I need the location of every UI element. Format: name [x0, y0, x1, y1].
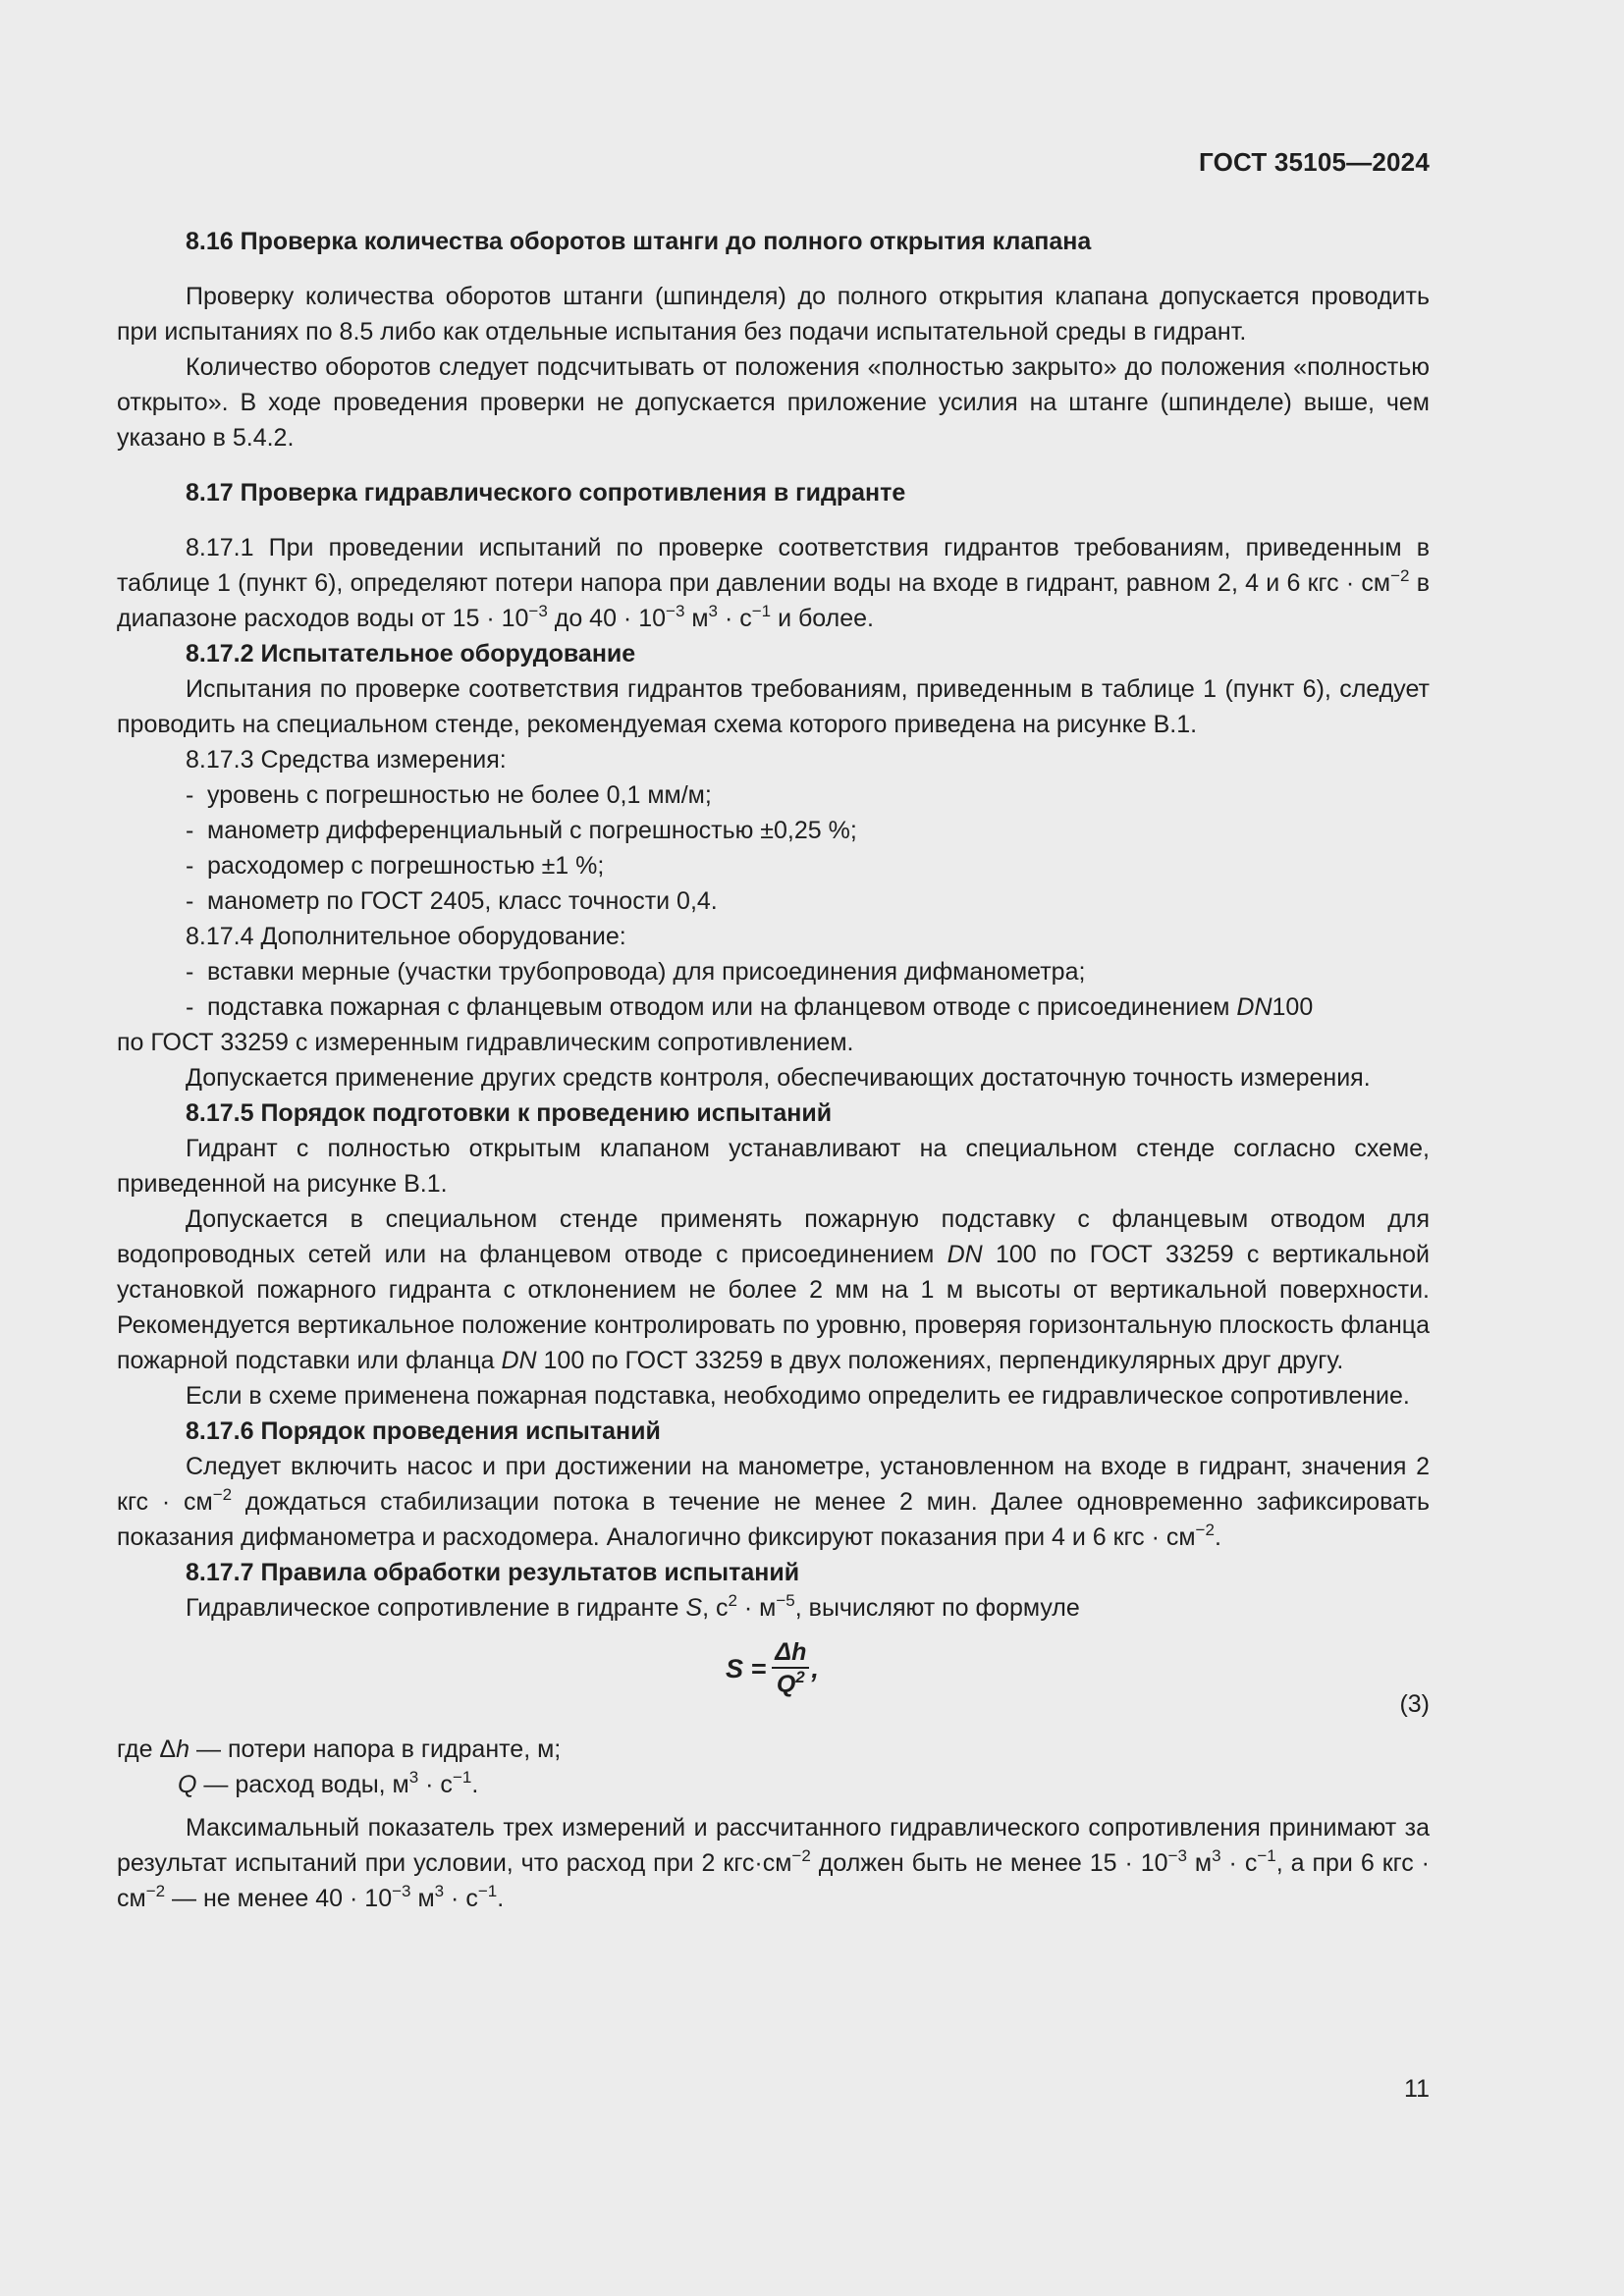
text: · с: [444, 1885, 478, 1912]
formula-denominator: [777, 1669, 805, 1700]
subsection-title-8-17-3: 8.17.3 Средства измерения:: [186, 746, 507, 774]
paragraph: [117, 1449, 1430, 1555]
text: , а при 6 кгс · см: [117, 1849, 1431, 1912]
dn-symbol: DN: [947, 1241, 983, 1268]
text: .: [497, 1885, 505, 1912]
text: Максимальный показатель трех измерений и рассчитанного гидравлического сопротивления принимают за результат испытаний при условии, что расход при 2 кгс·см: [117, 1814, 1430, 1877]
list-item-text: расходомер с погрешностью ±1 %;: [207, 852, 605, 880]
list-item-text: уровень с погрешностью не более 0,1 мм/м;: [207, 781, 712, 809]
section-title-8-17: 8.17 Проверка гидравлического сопротивления в гидранте: [186, 479, 906, 507]
list-dash: -: [186, 817, 194, 844]
text: — не менее 40 · 10: [165, 1885, 393, 1912]
subsection-title-8-17-7: 8.17.7 Правила обработки результатов испытаний: [186, 1559, 800, 1586]
superscript: −1: [751, 602, 772, 620]
list-dash: -: [186, 993, 194, 1021]
text: м: [1186, 1849, 1213, 1877]
text: и более.: [771, 605, 874, 632]
subsection-title-8-17-2: 8.17.2 Испытательное оборудование: [186, 640, 636, 667]
list-dash: -: [186, 781, 194, 809]
document-code: ГОСТ 35105—2024: [1199, 147, 1430, 177]
symbol-s: S: [685, 1594, 703, 1622]
paragraph: Допускается применение других средств контроля, обеспечивающих достаточную точность измерения.: [186, 1064, 1371, 1092]
paragraph: Проверку количества оборотов штанги (шпинделя) до полного открытия клапана допускается проводить при испытаниях по 8.5 либо как отдельные испытания без подачи испытательной среды в гидрант.: [117, 283, 1430, 346]
text: Гидравлическое сопротивление в гидранте: [186, 1594, 686, 1622]
list-item: [117, 848, 1430, 883]
list-item: [117, 954, 1430, 989]
text: в диапазоне расходов воды от 15 · 10: [117, 569, 1430, 632]
text: м: [684, 605, 709, 632]
superscript: 3: [708, 602, 719, 620]
text: , с: [702, 1594, 729, 1622]
paragraph-8-17-1: [117, 530, 1430, 636]
superscript: −3: [392, 1882, 411, 1900]
list-item: [117, 813, 1430, 848]
subsection-title-8-17-5: 8.17.5 Порядок подготовки к проведению испытаний: [186, 1099, 833, 1127]
text: · с: [718, 605, 752, 632]
superscript: −1: [452, 1768, 472, 1787]
formula: [726, 1637, 819, 1700]
section-title-8-16: 8.16 Проверка количества оборотов штанги до полного открытия клапана: [186, 228, 1092, 255]
text: · м: [736, 1594, 777, 1622]
text: 8.17.1 При проведении испытаний по проверке соответствия гидрантов требованиям, приведенным в таблице 1 (пункт 6), определяют потери напора при давлении воды на входе в гидрант, равном 2, 4 и 6 кгс · см: [117, 534, 1430, 597]
superscript: 2: [728, 1591, 737, 1610]
list-dash: -: [186, 958, 194, 986]
superscript: 2: [795, 1668, 805, 1686]
text: .: [1214, 1523, 1221, 1551]
superscript: −2: [1195, 1521, 1215, 1539]
text: Допускается в специальном стенде применять пожарную подставку с фланцевым отводом для водопроводных сетей или на фланцевом отводе с присоединением: [117, 1205, 1430, 1268]
where-line-1: [117, 1732, 1430, 1767]
paragraph: Количество оборотов следует подсчитывать от положения «полностью закрыто» до положения «полностью открыто». В ходе проведения проверки не допускается приложение усилия на штанге (шпинделе) выше, чем указано в 5.4.2.: [117, 353, 1430, 452]
superscript: −2: [145, 1882, 166, 1900]
text: · с: [418, 1771, 453, 1798]
subsection-title-8-17-4: 8.17.4 Дополнительное оборудование:: [186, 923, 626, 950]
dn-symbol: DN: [1236, 993, 1272, 1021]
dn-symbol: DN: [501, 1347, 537, 1374]
list-item: [117, 883, 1430, 919]
list-item: [117, 777, 1430, 813]
list-item-continuation: по ГОСТ 33259 с измеренным гидравлическим сопротивлением.: [117, 1029, 854, 1056]
symbol-h: h: [176, 1735, 190, 1763]
where-line-2: [117, 1767, 1430, 1802]
text: до 40 · 10: [547, 605, 667, 632]
text: 100 по ГОСТ 33259 в двух положениях, перпендикулярных друг другу.: [536, 1347, 1344, 1374]
text: где Δ: [117, 1735, 177, 1763]
paragraph: [117, 1590, 1430, 1626]
formula-q: Q: [776, 1671, 796, 1698]
list-item-text: манометр дифференциальный с погрешностью ±0,25 %;: [207, 817, 857, 844]
superscript: −1: [1257, 1846, 1276, 1865]
list-item-text: вставки мерные (участки трубопровода) для присоединения дифманометра;: [207, 958, 1086, 986]
text: 100: [1272, 993, 1314, 1021]
superscript: −2: [1390, 566, 1410, 585]
text: Следует включить насос и при достижении на манометре, установленном на входе в гидрант, значения 2 кгс · см: [117, 1453, 1430, 1516]
text: , вычисляют по формуле: [794, 1594, 1080, 1622]
text: 100 по ГОСТ 33259 с вертикальной установкой пожарного гидранта с отклонением не более 2 мм на 1 м высоты от вертикальной поверхности. Рекомендуется вертикальное положение контролировать по уровню, проверяя горизонтальную плоскость фланца пожарной подставки или фланца: [117, 1241, 1430, 1374]
formula-block: [117, 1635, 1430, 1726]
superscript: 3: [408, 1768, 419, 1787]
superscript: −1: [477, 1882, 498, 1900]
formula-fraction: [772, 1637, 809, 1700]
superscript: −3: [666, 602, 685, 620]
text: — потери напора в гидранте, м;: [189, 1735, 562, 1763]
superscript: −3: [528, 602, 548, 620]
formula-lhs: S =: [726, 1654, 767, 1683]
symbol-q: Q: [178, 1771, 197, 1798]
paragraph-final: [117, 1810, 1430, 1916]
formula-numerator: Δh: [772, 1637, 809, 1669]
text: · с: [1220, 1849, 1258, 1877]
page-number: 11: [1404, 2075, 1430, 2103]
superscript: −2: [791, 1846, 811, 1865]
paragraph: Испытания по проверке соответствия гидрантов требованиям, приведенным в таблице 1 (пункт 6), следует проводить на специальном стенде, рекомендуемая схема которого приведена на рисунке В.1.: [117, 675, 1430, 738]
equation-number: (3): [1399, 1690, 1430, 1718]
text: — расход воды, м: [196, 1771, 409, 1798]
text: .: [471, 1771, 479, 1798]
list-item-text: манометр по ГОСТ 2405, класс точности 0,4.: [207, 887, 718, 915]
formula-comma: ,: [811, 1654, 819, 1683]
superscript: −2: [212, 1485, 233, 1504]
list-item-text: подставка пожарная с фланцевым отводом или на фланцевом отводе с присоединением: [207, 993, 1237, 1021]
text: дождаться стабилизации потока в течение не менее 2 мин. Далее одновременно зафиксировать показания дифманометра и расходомера. Аналогично фиксируют показания при 4 и 6 кгс · см: [117, 1488, 1430, 1551]
list-item: [117, 989, 1430, 1025]
superscript: −5: [776, 1591, 795, 1610]
list-dash: -: [186, 887, 194, 915]
text: м: [410, 1885, 435, 1912]
paragraph: [117, 1201, 1430, 1378]
document-body: [117, 224, 1430, 1916]
superscript: 3: [1212, 1846, 1221, 1865]
paragraph: Гидрант с полностью открытым клапаном устанавливают на специальном стенде согласно схеме, приведенной на рисунке В.1.: [117, 1135, 1430, 1198]
subsection-title-8-17-6: 8.17.6 Порядок проведения испытаний: [186, 1417, 661, 1445]
paragraph: Если в схеме применена пожарная подставка, необходимо определить ее гидравлическое сопротивление.: [186, 1382, 1410, 1410]
list-dash: -: [186, 852, 194, 880]
superscript: 3: [434, 1882, 445, 1900]
text: должен быть не менее 15 · 10: [810, 1849, 1168, 1877]
superscript: −3: [1167, 1846, 1187, 1865]
